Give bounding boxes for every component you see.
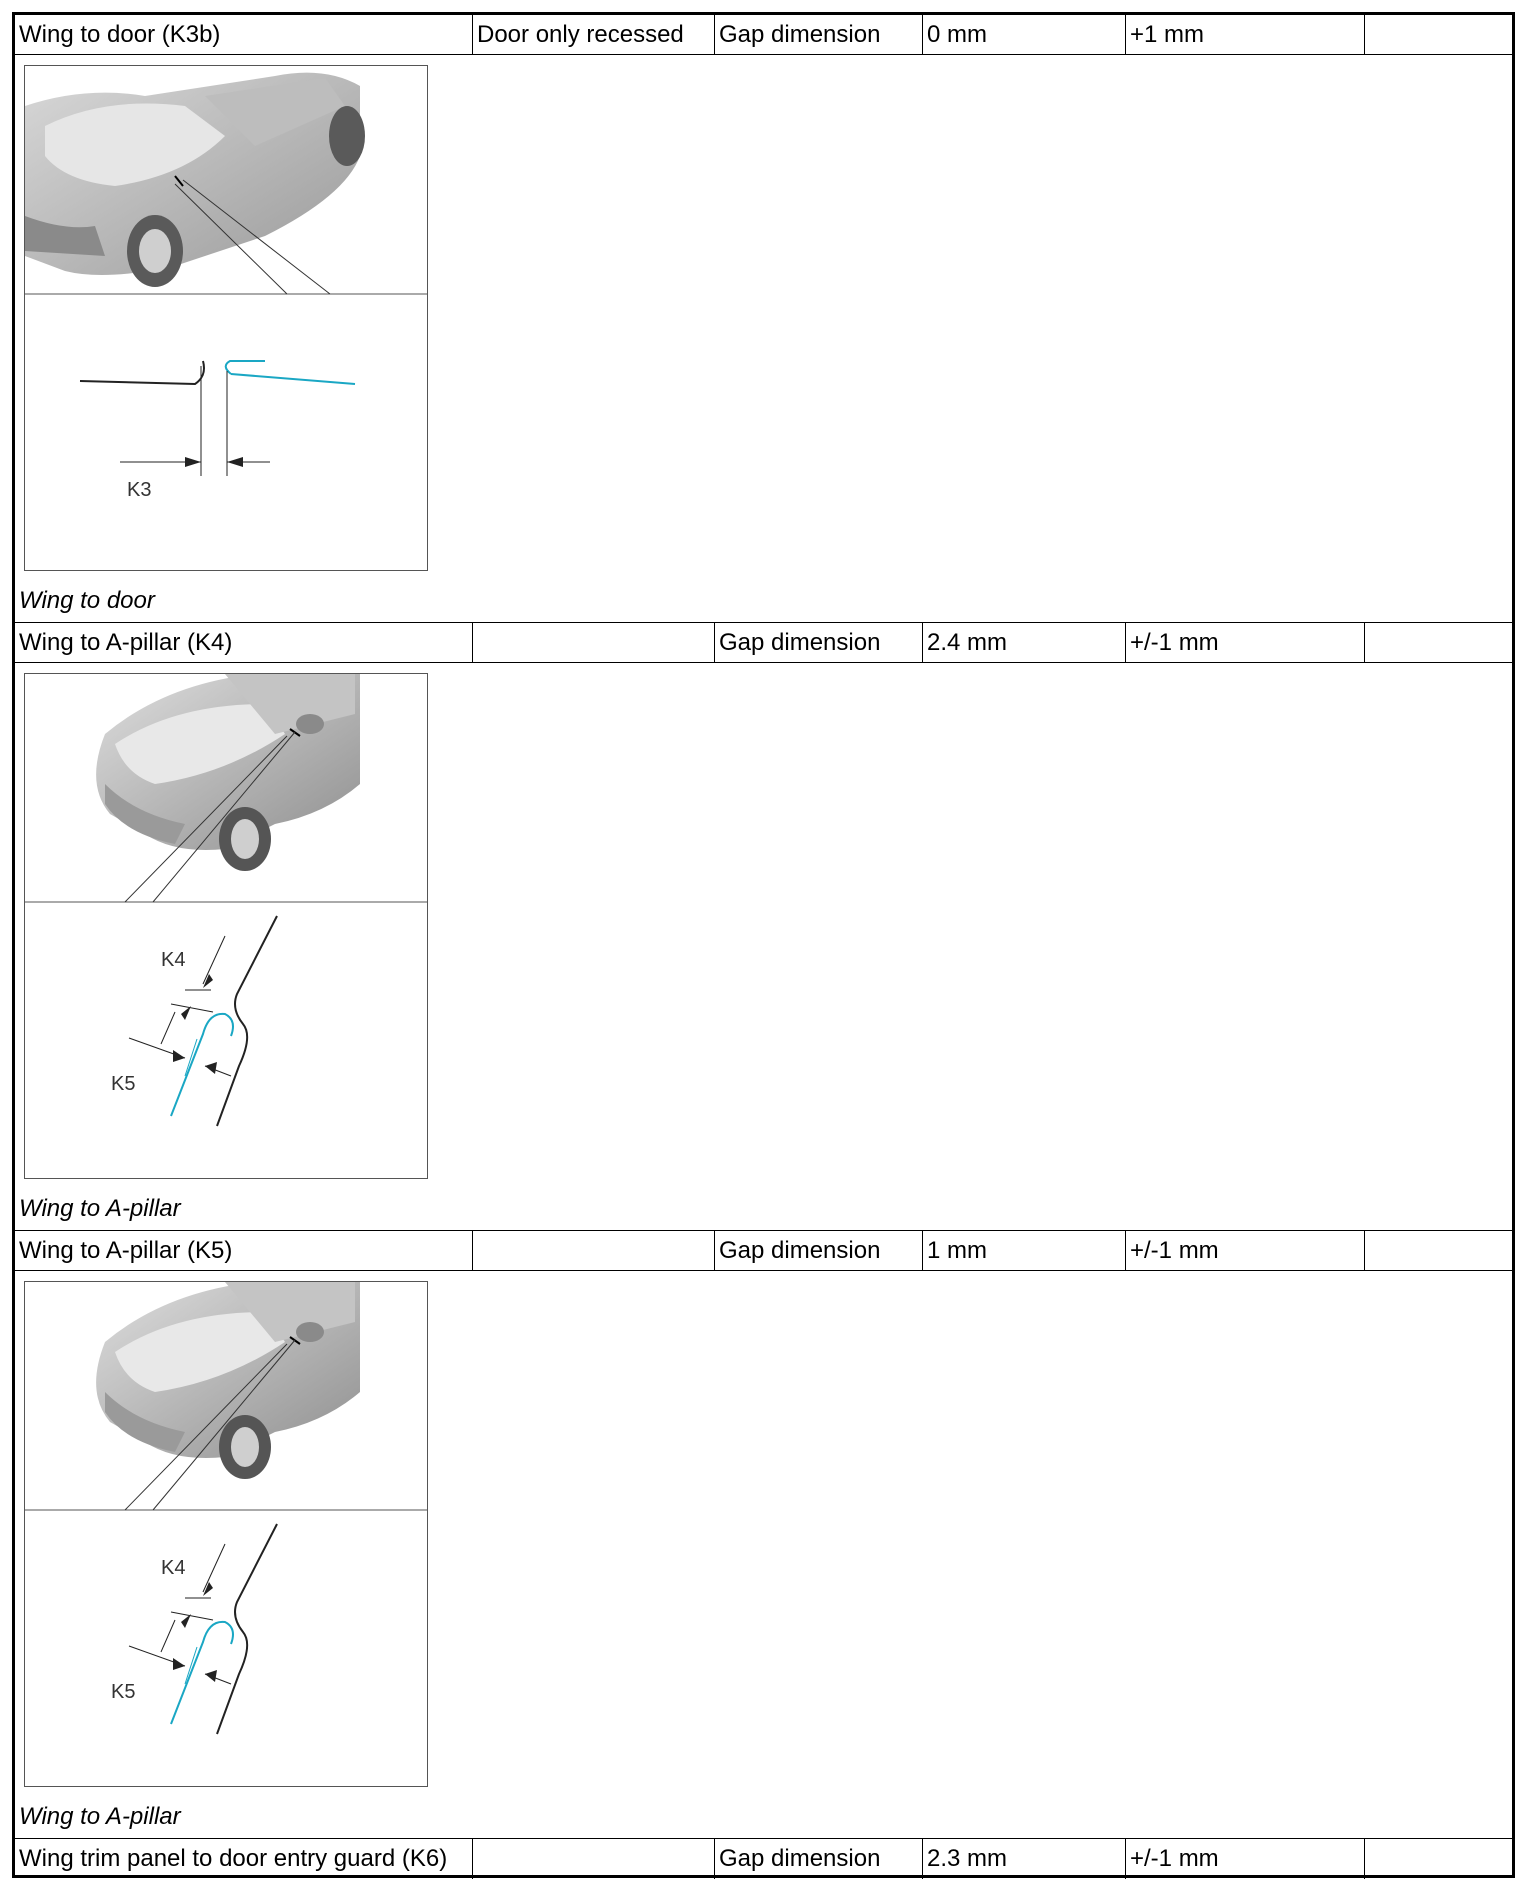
- label-k4: K4: [161, 1557, 186, 1579]
- spec-row: [15, 1231, 1512, 1271]
- wing-to-door-diagram: [25, 66, 427, 570]
- diagram-frame: [24, 1281, 428, 1787]
- tolerance-cell: +/-1 mm: [1126, 1839, 1365, 1879]
- spec-sheet: [12, 12, 1515, 1878]
- value-cell: 2.4 mm: [923, 623, 1126, 662]
- wing-to-a-pillar-diagram: [25, 1282, 427, 1786]
- figure-caption: Wing to A-pillar: [19, 1803, 181, 1830]
- spec-row: [15, 15, 1512, 55]
- notes-cell: [1365, 623, 1512, 662]
- diagram-frame: [24, 673, 428, 1179]
- value-cell: 0 mm: [923, 15, 1126, 54]
- measurement-cell: Gap dimension: [715, 1839, 923, 1879]
- location-cell: Wing to door (K3b): [15, 15, 473, 54]
- gap-detail: [80, 361, 355, 501]
- label-k4: K4: [161, 949, 186, 971]
- notes-cell: [1365, 15, 1512, 54]
- condition-cell: [473, 1231, 715, 1270]
- label-k5: K5: [111, 1073, 136, 1095]
- figure-caption: Wing to door: [19, 587, 155, 614]
- figure-block: [15, 55, 1512, 623]
- wing-to-a-pillar-diagram: [25, 674, 427, 1178]
- car-illustration: [96, 674, 360, 871]
- car-illustration: [96, 1282, 360, 1479]
- location-cell: Wing to A-pillar (K4): [15, 623, 473, 662]
- figure-block: [15, 663, 1512, 1231]
- label-k3: K3: [127, 479, 152, 501]
- figure-caption: Wing to A-pillar: [19, 1195, 181, 1222]
- measurement-cell: Gap dimension: [715, 15, 923, 54]
- tolerance-cell: +/-1 mm: [1126, 1231, 1365, 1270]
- value-cell: 1 mm: [923, 1231, 1126, 1270]
- label-k5: K5: [111, 1681, 136, 1703]
- location-cell: Wing to A-pillar (K5): [15, 1231, 473, 1270]
- condition-cell: Door only recessed: [473, 15, 715, 54]
- spec-row: [15, 1839, 1512, 1879]
- figure-block: [15, 1271, 1512, 1839]
- gap-detail: [111, 916, 277, 1126]
- car-illustration: [25, 73, 365, 287]
- condition-cell: [473, 623, 715, 662]
- notes-cell: [1365, 1231, 1512, 1270]
- spec-row: [15, 623, 1512, 663]
- location-cell: Wing trim panel to door entry guard (K6): [15, 1839, 473, 1879]
- measurement-cell: Gap dimension: [715, 1231, 923, 1270]
- condition-cell: [473, 1839, 715, 1879]
- diagram-frame: [24, 65, 428, 571]
- notes-cell: [1365, 1839, 1512, 1879]
- tolerance-cell: +/-1 mm: [1126, 623, 1365, 662]
- tolerance-cell: +1 mm: [1126, 15, 1365, 54]
- gap-detail: [111, 1524, 277, 1734]
- value-cell: 2.3 mm: [923, 1839, 1126, 1879]
- measurement-cell: Gap dimension: [715, 623, 923, 662]
